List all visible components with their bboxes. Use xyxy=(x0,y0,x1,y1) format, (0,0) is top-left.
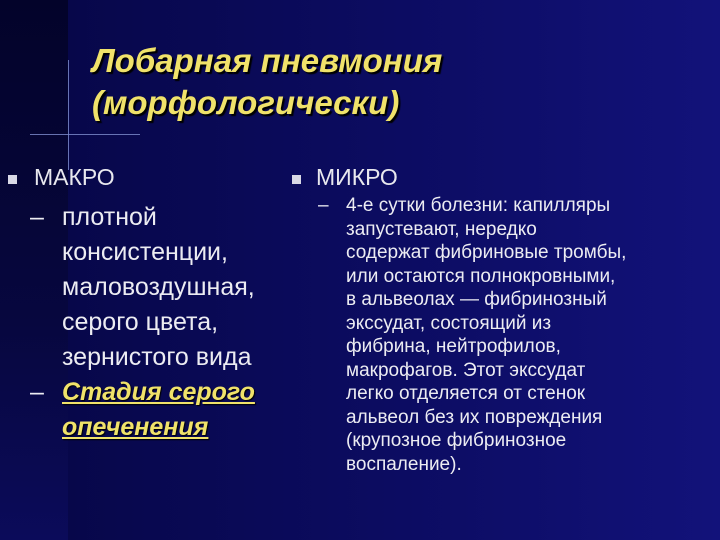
micro-line: макрофагов. Этот экссудат xyxy=(346,359,586,381)
micro-line: или остаются полнокровными, xyxy=(346,265,616,287)
micro-description xyxy=(318,194,720,476)
title-line-1: Лобарная пневмония xyxy=(92,42,443,79)
macro-line: маловоздушная, xyxy=(62,273,255,301)
dash-marker: – xyxy=(318,195,329,216)
micro-line: 4-е сутки болезни: капилляры xyxy=(346,195,611,216)
micro-line: содержат фибриновые тромбы, xyxy=(346,242,627,263)
decorative-vertical-line xyxy=(68,60,69,170)
micro-line: воспаление). xyxy=(346,453,462,475)
macro-heading: МАКРО xyxy=(34,164,115,190)
micro-heading: МИКРО xyxy=(316,164,398,190)
dash-marker: – xyxy=(30,203,44,231)
title-line-2: (морфологически) xyxy=(92,84,400,121)
stage-label: Стадия серого xyxy=(62,378,255,406)
stage-label: опеченения xyxy=(62,413,209,441)
macro-line: консистенции, xyxy=(62,238,228,266)
micro-line: альвеол без их повреждения xyxy=(346,406,603,428)
macro-line: серого цвета, xyxy=(62,308,219,336)
macro-description xyxy=(30,200,320,445)
macro-line: плотной xyxy=(62,203,157,231)
bullet-square-icon xyxy=(292,175,301,184)
micro-line: экссудат, состоящий из xyxy=(346,312,552,334)
micro-line: (крупозное фибринозное xyxy=(346,430,567,451)
micro-line: фибрина, нейтрофилов, xyxy=(346,336,561,357)
decorative-horizontal-line xyxy=(30,134,140,135)
bullet-square-icon xyxy=(8,175,17,184)
macro-line: зернистого вида xyxy=(62,343,252,371)
dash-marker: – xyxy=(30,378,44,406)
slide-title xyxy=(92,40,692,124)
micro-line: в альвеолах — фибринозный xyxy=(346,289,607,310)
micro-line: легко отделяется от стенок xyxy=(346,383,586,404)
micro-line: запустевают, нередко xyxy=(346,218,537,240)
